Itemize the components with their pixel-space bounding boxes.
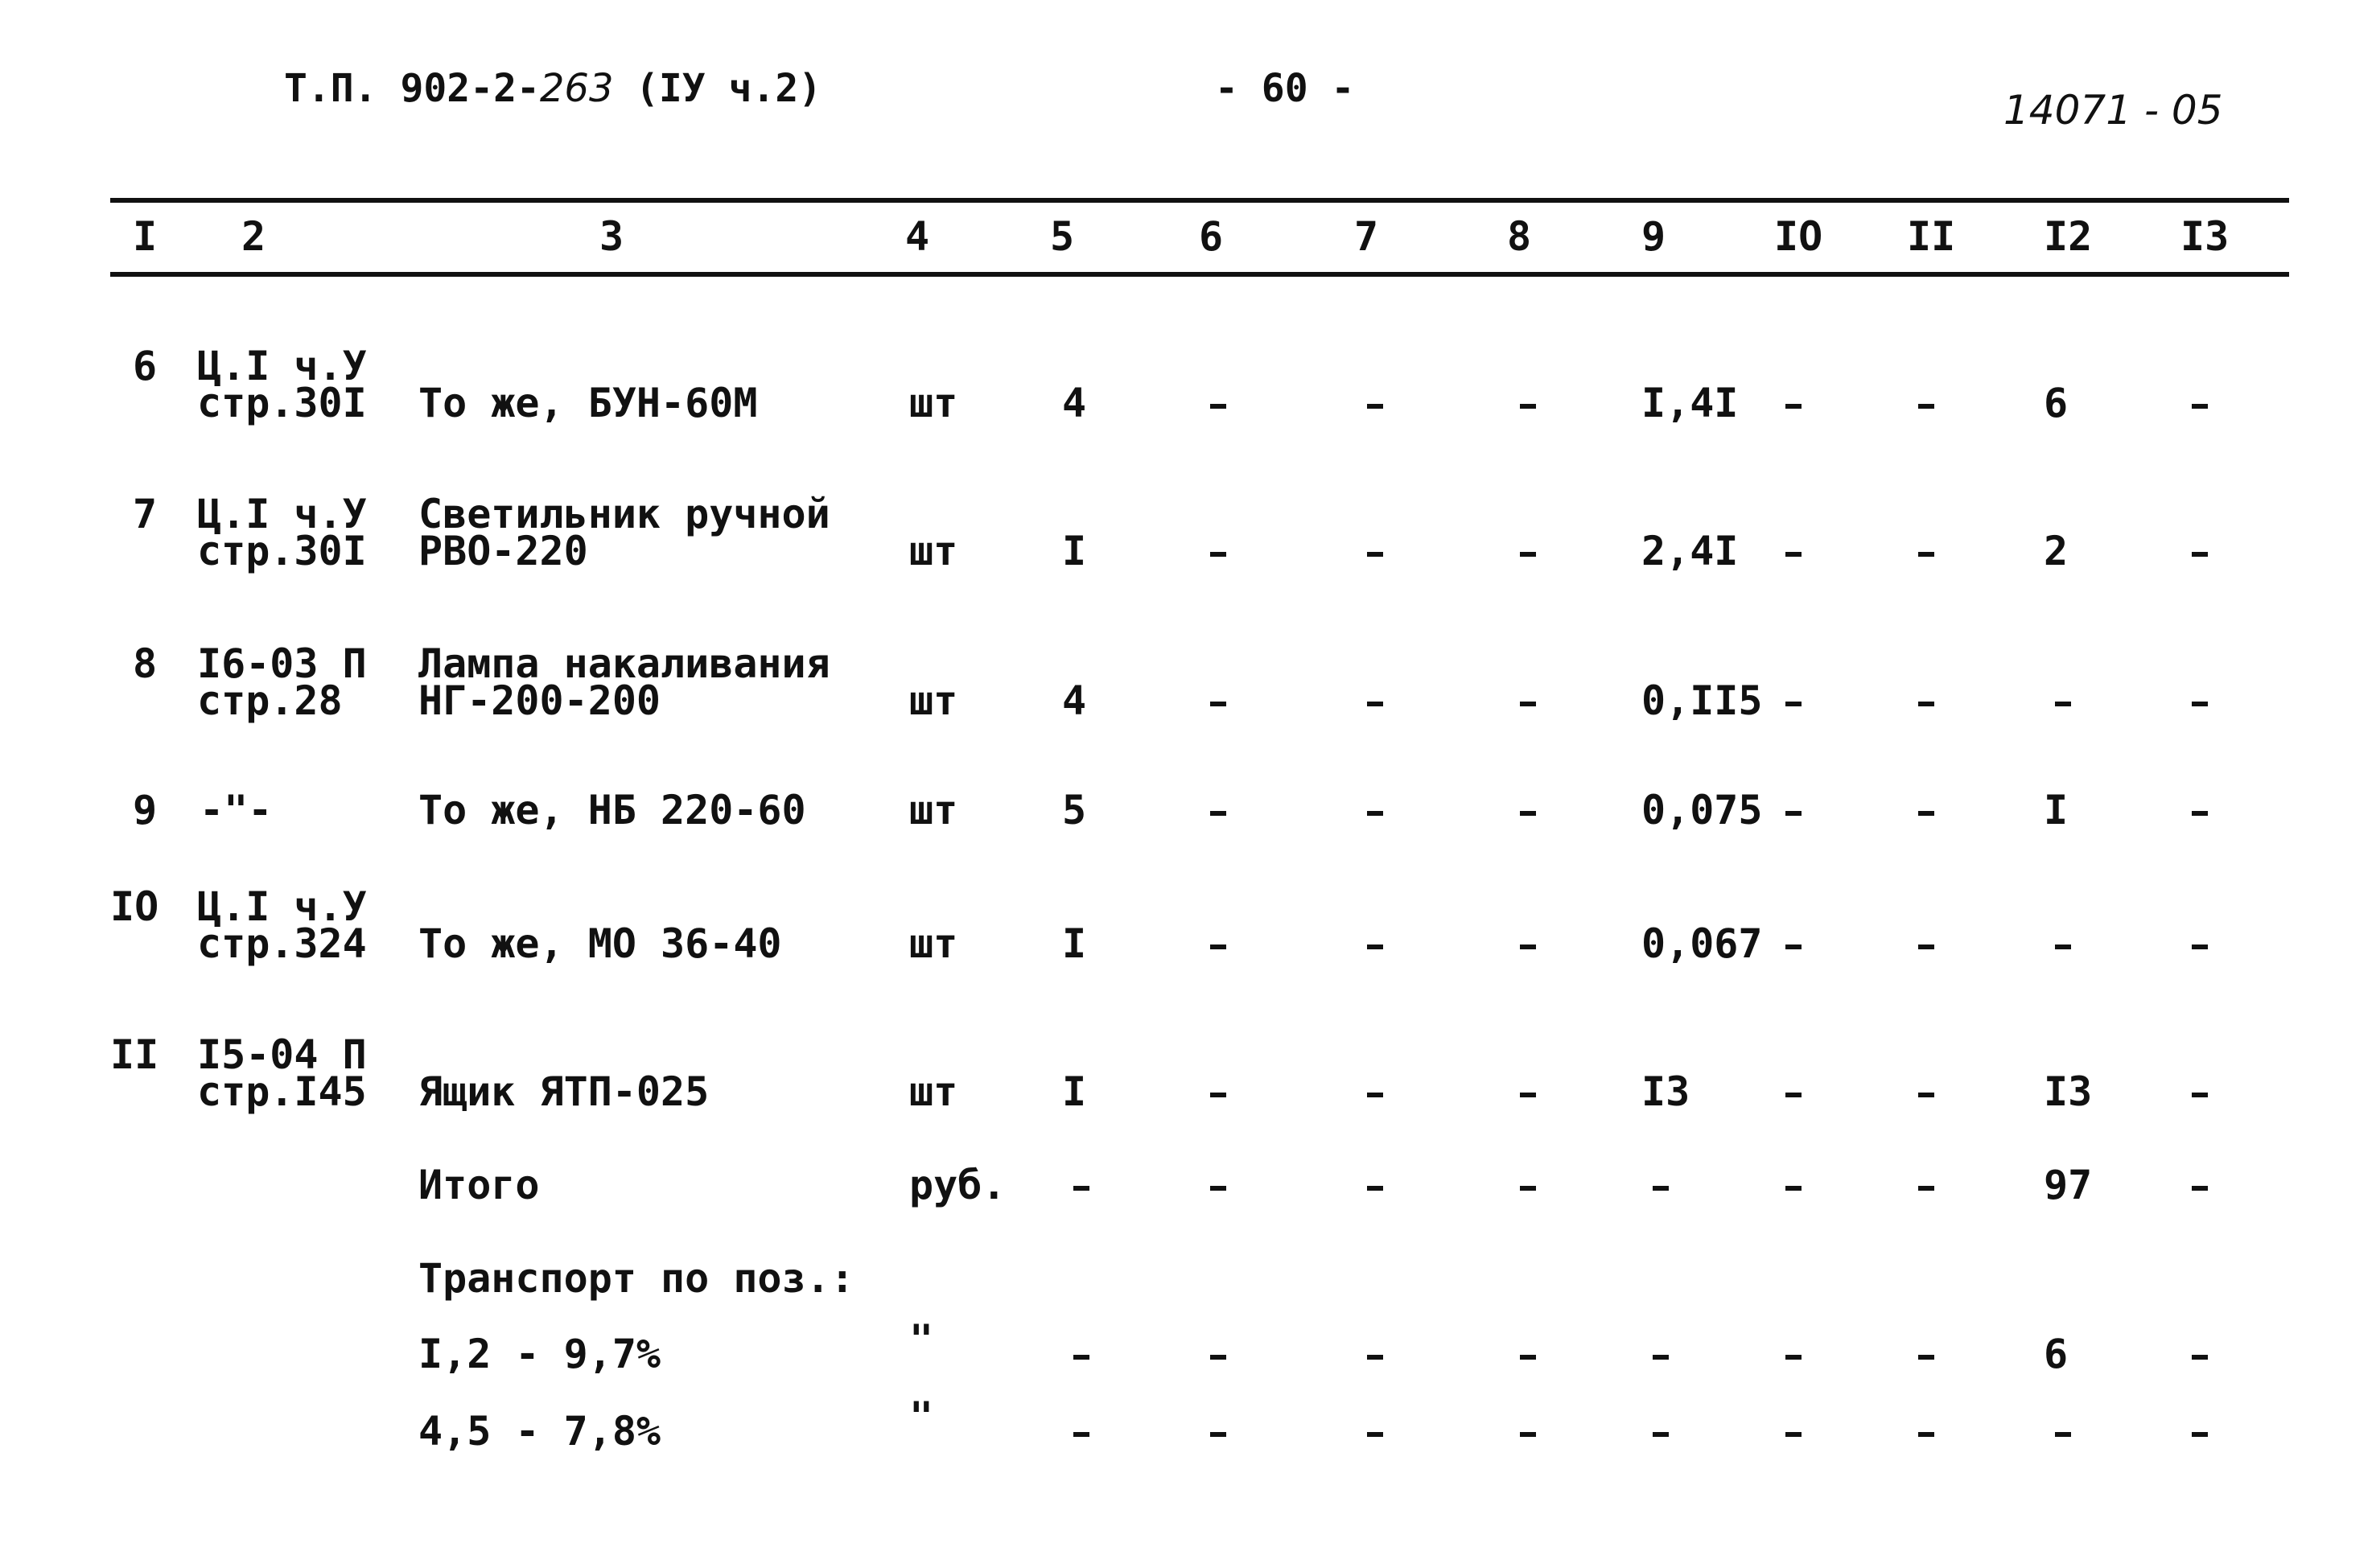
- cell-col-9: [1653, 1413, 1669, 1450]
- dash-mark: [1785, 1186, 1802, 1191]
- dash-mark: [1367, 811, 1383, 816]
- column-number-8: 8: [1507, 213, 1532, 260]
- cell-col-8: [1520, 1167, 1536, 1204]
- cell-col-5: 4: [1062, 677, 1087, 724]
- cell-col-10: [1785, 682, 1802, 719]
- dash-mark: [1520, 811, 1536, 816]
- source-reference-line1: Ц.I ч.У: [197, 883, 367, 930]
- dash-mark: [1210, 404, 1226, 409]
- cell-col-6: [1210, 1413, 1226, 1450]
- column-number-1: I: [133, 213, 158, 260]
- column-number-5: 5: [1050, 213, 1075, 260]
- cell-col-13: [2192, 925, 2208, 962]
- cell-col-11: [1918, 1413, 1934, 1450]
- cell-col-12: [2055, 682, 2071, 719]
- dash-mark: [1210, 1093, 1226, 1097]
- dash-mark: [1367, 1432, 1383, 1437]
- row-number: IO: [110, 883, 159, 930]
- item-name: РВО-220: [418, 528, 588, 574]
- cell-col-9: I3: [1641, 1068, 1690, 1115]
- source-reference-line2: -"-: [200, 787, 273, 833]
- cell-col-10: [1785, 1413, 1802, 1450]
- dash-mark: [1210, 945, 1226, 949]
- cell-col-11: [1918, 1167, 1934, 1204]
- column-number-3: 3: [599, 213, 624, 260]
- cell-col-10: [1785, 1167, 1802, 1204]
- cell-col-5: I: [1062, 528, 1087, 574]
- cell-col-12: I: [2044, 787, 2069, 833]
- dash-mark: [1367, 552, 1383, 557]
- cell-col-5: [1073, 1413, 1089, 1450]
- cell-col-11: [1918, 792, 1934, 829]
- column-number-13: I3: [2180, 213, 2230, 260]
- dash-mark: [2192, 404, 2208, 409]
- cell-col-10: [1785, 792, 1802, 829]
- summary-label: Транспорт по поз.:: [418, 1255, 854, 1302]
- cell-col-8: [1520, 792, 1536, 829]
- cell-col-4: шт: [909, 787, 958, 833]
- dash-mark: [1520, 404, 1536, 409]
- source-reference-line2: стр.28: [197, 677, 343, 724]
- dash-mark: [1073, 1432, 1089, 1437]
- cell-col-8: [1520, 1413, 1536, 1450]
- cell-col-13: [2192, 385, 2208, 422]
- column-number-4: 4: [905, 213, 930, 260]
- dash-mark: [2192, 1432, 2208, 1437]
- dash-mark: [1918, 1355, 1934, 1360]
- cell-col-8: [1520, 1335, 1536, 1373]
- dash-mark: [1785, 702, 1802, 706]
- dash-mark: [1367, 1355, 1383, 1360]
- cell-col-9: 0,II5: [1641, 677, 1763, 724]
- cell-col-4: шт: [909, 528, 958, 574]
- cell-col-4: шт: [909, 380, 958, 426]
- source-reference-line1: I5-04 П: [197, 1031, 367, 1078]
- cell-col-11: [1918, 385, 1934, 422]
- cell-col-12: [2055, 1413, 2071, 1450]
- source-reference-line2: стр.30I: [197, 380, 367, 426]
- cell-col-13: [2192, 792, 2208, 829]
- item-name: То же, БУН-60М: [418, 380, 758, 426]
- dash-mark: [1367, 1093, 1383, 1097]
- dash-mark: [1073, 1355, 1089, 1360]
- table-header-rule: [110, 272, 2289, 277]
- dash-mark: [2055, 945, 2071, 949]
- dash-mark: [2192, 702, 2208, 706]
- summary-label: I,2 - 9,7%: [418, 1331, 661, 1377]
- dash-mark: [1520, 1186, 1536, 1191]
- dash-mark: [1785, 1355, 1802, 1360]
- dash-mark: [2192, 552, 2208, 557]
- cell-col-5: [1073, 1335, 1089, 1373]
- dash-mark: [1918, 811, 1934, 816]
- cell-col-7: [1367, 1413, 1383, 1450]
- dash-mark: [1520, 1355, 1536, 1360]
- item-name: То же, МО 36-40: [418, 920, 782, 967]
- row-number: 9: [133, 787, 158, 833]
- dash-mark: [1210, 702, 1226, 706]
- cell-col-13: [2192, 1413, 2208, 1450]
- cell-col-4: руб.: [909, 1162, 1007, 1208]
- dash-mark: [1785, 404, 1802, 409]
- cell-col-8: [1520, 925, 1536, 962]
- column-number-11: II: [1907, 213, 1956, 260]
- dash-mark: [1653, 1355, 1669, 1360]
- cell-col-7: [1367, 1335, 1383, 1373]
- dash-mark: [1785, 552, 1802, 557]
- dash-mark: [1210, 1355, 1226, 1360]
- dash-mark: [2055, 1432, 2071, 1437]
- cell-col-4: шт: [909, 677, 958, 724]
- dash-mark: [1653, 1432, 1669, 1437]
- dash-mark: [1785, 945, 1802, 949]
- column-number-2: 2: [241, 213, 266, 260]
- source-reference-line1: I6-03 П: [197, 640, 367, 687]
- cell-col-11: [1918, 682, 1934, 719]
- dash-mark: [1210, 1432, 1226, 1437]
- dash-mark: [1520, 945, 1536, 949]
- source-reference-line2: стр.324: [197, 920, 367, 967]
- item-name: Ящик ЯТП-025: [418, 1068, 710, 1115]
- dash-mark: [1367, 945, 1383, 949]
- dash-mark: [1918, 702, 1934, 706]
- item-name-line1: Светильник ручной: [418, 491, 830, 537]
- cell-col-7: [1367, 533, 1383, 570]
- cell-col-6: [1210, 385, 1226, 422]
- summary-label: Итого: [418, 1162, 540, 1208]
- column-number-9: 9: [1641, 213, 1666, 260]
- cell-col-10: [1785, 385, 1802, 422]
- dash-mark: [1367, 404, 1383, 409]
- cell-col-5: 4: [1062, 380, 1087, 426]
- item-name: НГ-200-200: [418, 677, 661, 724]
- cell-col-7: [1367, 925, 1383, 962]
- cell-col-10: [1785, 1073, 1802, 1110]
- cell-col-12: 97: [2044, 1162, 2093, 1208]
- dash-mark: [1073, 1186, 1089, 1191]
- cell-col-6: [1210, 792, 1226, 829]
- cell-col-9: [1653, 1335, 1669, 1373]
- cell-col-4: шт: [909, 920, 958, 967]
- dash-mark: [1367, 1186, 1383, 1191]
- cell-col-4: шт: [909, 1068, 958, 1115]
- cell-col-12: 6: [2044, 1331, 2069, 1377]
- cell-col-5: [1073, 1167, 1089, 1204]
- row-number: 7: [133, 491, 158, 537]
- cell-col-13: [2192, 1167, 2208, 1204]
- archive-number: 14071 - 05: [2003, 87, 2223, 134]
- cell-col-11: [1918, 1335, 1934, 1373]
- cell-col-7: [1367, 792, 1383, 829]
- dash-mark: [1918, 404, 1934, 409]
- source-reference-line1: Ц.I ч.У: [197, 343, 367, 389]
- column-number-7: 7: [1354, 213, 1379, 260]
- document-reference-handwritten: 263: [539, 66, 614, 111]
- cell-col-9: 2,4I: [1641, 528, 1739, 574]
- cell-col-6: [1210, 1335, 1226, 1373]
- row-number: 6: [133, 343, 158, 389]
- cell-col-6: [1210, 1167, 1226, 1204]
- cell-col-5: 5: [1062, 787, 1087, 833]
- dash-mark: [1520, 1093, 1536, 1097]
- table-top-rule: [110, 198, 2289, 203]
- dash-mark: [1520, 552, 1536, 557]
- cell-col-7: [1367, 682, 1383, 719]
- dash-mark: [2192, 1186, 2208, 1191]
- source-reference-line2: стр.I45: [197, 1068, 367, 1115]
- dash-mark: [1918, 552, 1934, 557]
- cell-col-4: ": [909, 1316, 934, 1363]
- dash-mark: [2192, 945, 2208, 949]
- cell-col-9: I,4I: [1641, 380, 1739, 426]
- dash-mark: [2055, 702, 2071, 706]
- cell-col-8: [1520, 533, 1536, 570]
- document-reference-typed: Т.П. 902-2-: [284, 66, 540, 111]
- cell-col-13: [2192, 1073, 2208, 1110]
- cell-col-4: ": [909, 1393, 934, 1440]
- dash-mark: [1653, 1186, 1669, 1191]
- dash-mark: [1918, 1093, 1934, 1097]
- page-number: - 60 -: [1215, 66, 1355, 111]
- dash-mark: [1785, 811, 1802, 816]
- cell-col-11: [1918, 533, 1934, 570]
- cell-col-5: I: [1062, 920, 1087, 967]
- cell-col-11: [1918, 1073, 1934, 1110]
- cell-col-9: 0,067: [1641, 920, 1763, 967]
- dash-mark: [2192, 811, 2208, 816]
- dash-mark: [1367, 702, 1383, 706]
- cell-col-8: [1520, 385, 1536, 422]
- document-part: (IУ ч.2): [636, 66, 822, 111]
- cell-col-6: [1210, 682, 1226, 719]
- cell-col-12: 2: [2044, 528, 2069, 574]
- dash-mark: [1210, 552, 1226, 557]
- cell-col-13: [2192, 682, 2208, 719]
- dash-mark: [1210, 1186, 1226, 1191]
- dash-mark: [1520, 702, 1536, 706]
- summary-label: 4,5 - 7,8%: [418, 1408, 661, 1455]
- cell-col-13: [2192, 1335, 2208, 1373]
- source-reference-line2: стр.30I: [197, 528, 367, 574]
- cell-col-7: [1367, 1167, 1383, 1204]
- dash-mark: [1785, 1432, 1802, 1437]
- cell-col-7: [1367, 385, 1383, 422]
- cell-col-10: [1785, 1335, 1802, 1373]
- item-name: То же, НБ 220-60: [418, 787, 806, 833]
- column-number-10: IO: [1774, 213, 1823, 260]
- dash-mark: [1918, 945, 1934, 949]
- cell-col-11: [1918, 925, 1934, 962]
- cell-col-8: [1520, 682, 1536, 719]
- cell-col-12: 6: [2044, 380, 2069, 426]
- cell-col-9: 0,075: [1641, 787, 1763, 833]
- row-number: 8: [133, 640, 158, 687]
- dash-mark: [1918, 1186, 1934, 1191]
- cell-col-12: [2055, 925, 2071, 962]
- dash-mark: [1520, 1432, 1536, 1437]
- source-reference-line1: Ц.I ч.У: [197, 491, 367, 537]
- cell-col-6: [1210, 533, 1226, 570]
- column-number-12: I2: [2044, 213, 2093, 260]
- dash-mark: [1210, 811, 1226, 816]
- dash-mark: [1918, 1432, 1934, 1437]
- cell-col-7: [1367, 1073, 1383, 1110]
- dash-mark: [1785, 1093, 1802, 1097]
- item-name-line1: Лампа накаливания: [418, 640, 830, 687]
- dash-mark: [2192, 1355, 2208, 1360]
- row-number: II: [110, 1031, 159, 1078]
- document-reference: [284, 66, 614, 111]
- cell-col-6: [1210, 925, 1226, 962]
- cell-col-9: [1653, 1167, 1669, 1204]
- cell-col-12: I3: [2044, 1068, 2093, 1115]
- cell-col-6: [1210, 1073, 1226, 1110]
- cell-col-13: [2192, 533, 2208, 570]
- column-number-6: 6: [1199, 213, 1224, 260]
- dash-mark: [2192, 1093, 2208, 1097]
- cell-col-10: [1785, 533, 1802, 570]
- cell-col-10: [1785, 925, 1802, 962]
- cell-col-5: I: [1062, 1068, 1087, 1115]
- cell-col-8: [1520, 1073, 1536, 1110]
